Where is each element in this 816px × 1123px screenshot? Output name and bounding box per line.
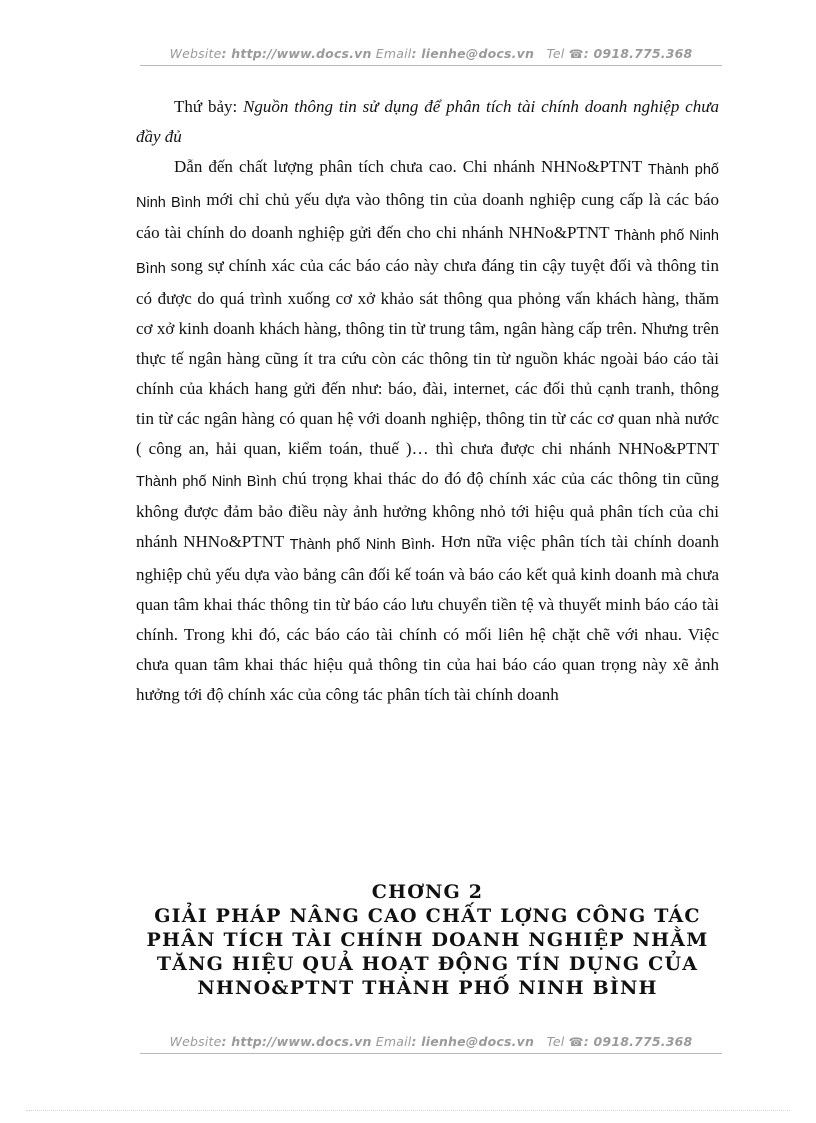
branch-name-4: Thành phố Ninh Bình — [289, 537, 432, 553]
branch-name-1: Thành phố Ninh Bình — [136, 162, 719, 211]
branch-name-2: Thành phố Ninh Bình — [136, 228, 719, 277]
chapter-title-line-1: GIẢI PHÁP NÂNG CAO CHẤT LỢNG CÔNG TÁC — [154, 905, 701, 927]
chapter-title-line-2: PHÂN TÍCH TÀI CHÍNH DOANH NGHIỆP NHẰM — [146, 929, 709, 951]
footer-website-link[interactable]: : http://www.docs.vn — [221, 1034, 372, 1049]
chapter-title-line-4: NHNO&PTNT THÀNH PHỐ NINH BÌNH — [197, 977, 658, 999]
footer-website-label: Website — [169, 1034, 222, 1049]
branch-name-3: Thành phố Ninh Bình — [136, 474, 277, 490]
header-tel-value: : 0918.775.368 — [583, 46, 693, 61]
body-text-5: . Hơn nữa việc phân tích tài chính doanh nghiệp chủ yếu dựa vào bảng cân đối kế toán và báo cáo kết quả kinh doanh mà chưa quan tâm khai thác thông tin từ báo cáo lưu chuyển tiền tệ và thuyết minh báo cáo tài chính. Trong khi đó, các báo cáo tài chính có mối liên hệ chặt chẽ với nhau. Việc chưa quan tâm khai thác hiệu quả thông tin của hai báo cáo quan trọng này xẽ ảnh hưởng tới độ chính xác của công tác phân tích tài chính doanh — [136, 532, 719, 704]
body-text-1: Dẫn đến chất lượng phân tích chưa cao. Chi nhánh NHNo&PTNT — [174, 157, 648, 176]
body-paragraph — [136, 152, 719, 710]
footer-tel-value: : 0918.775.368 — [583, 1034, 693, 1049]
body-text-4: chú trọng khai thác do đó độ chính xác của các thông tin cũng không được đảm bảo điều này ảnh hưởng không nhỏ tới hiệu quả phân tích của chi nhánh NHNo&PTNT — [136, 469, 719, 551]
header-tel-label: Tel — [546, 46, 565, 61]
footer-tel-label: Tel — [546, 1034, 565, 1049]
footer-email-label: Email — [375, 1034, 412, 1049]
chapter-title-line-3: TĂNG HIỆU QUẢ HOẠT ĐỘNG TÍN DỤNG CỦA — [156, 953, 699, 975]
chapter-title — [136, 880, 719, 1000]
header-email-link[interactable]: : lienhe@docs.vn — [411, 46, 535, 61]
body-text-3: song sự chính xác của các báo cáo này chưa đáng tin cậy tuyệt đối và thông tin có được do quá trình xuống cơ xở khảo sát thông qua phỏng vấn khách hàng, thăm cơ xở kinh doanh khách hàng, thông tin từ trung tâm, ngân hàng cấp trên. Nhưng trên thực tế ngân hàng cũng ít tra cứu còn các thông tin từ nguồn khác ngoài báo cáo tài chính của khách hang gửi đến như: báo, đài, internet, các đối thủ cạnh tranh, thông tin từ các ngân hàng có quan hệ với doanh nghiệp, thông tin từ các cơ quan nhà nước ( công an, hải quan, kiểm toán, thuế )… thì chưa được chi nhánh NHNo&PTNT — [136, 256, 719, 458]
page-bottom-divider — [26, 1110, 790, 1111]
header-email-label: Email — [375, 46, 412, 61]
footer-email-link[interactable]: : lienhe@docs.vn — [411, 1034, 535, 1049]
chapter-number: CHƠNG 2 — [371, 881, 484, 903]
phone-icon: ☎ — [568, 1035, 584, 1049]
page-footer — [140, 1034, 722, 1054]
section-heading-italic: Nguồn thông tin sử dụng để phân tích tài chính doanh nghiệp chưa đầy đủ — [136, 97, 720, 146]
document-body — [136, 92, 719, 710]
header-website-label: Website — [169, 46, 222, 61]
section-heading — [136, 92, 719, 152]
section-lead: Thứ bảy: — [174, 97, 244, 116]
page-header — [140, 46, 722, 66]
phone-icon: ☎ — [568, 47, 584, 61]
header-website-link[interactable]: : http://www.docs.vn — [221, 46, 372, 61]
body-text-2: mới chỉ chủ yếu dựa vào thông tin của doanh nghiệp cung cấp là các báo cáo tài chính do doanh nghiệp gửi đến cho chi nhánh NHNo&PTNT — [136, 190, 719, 242]
